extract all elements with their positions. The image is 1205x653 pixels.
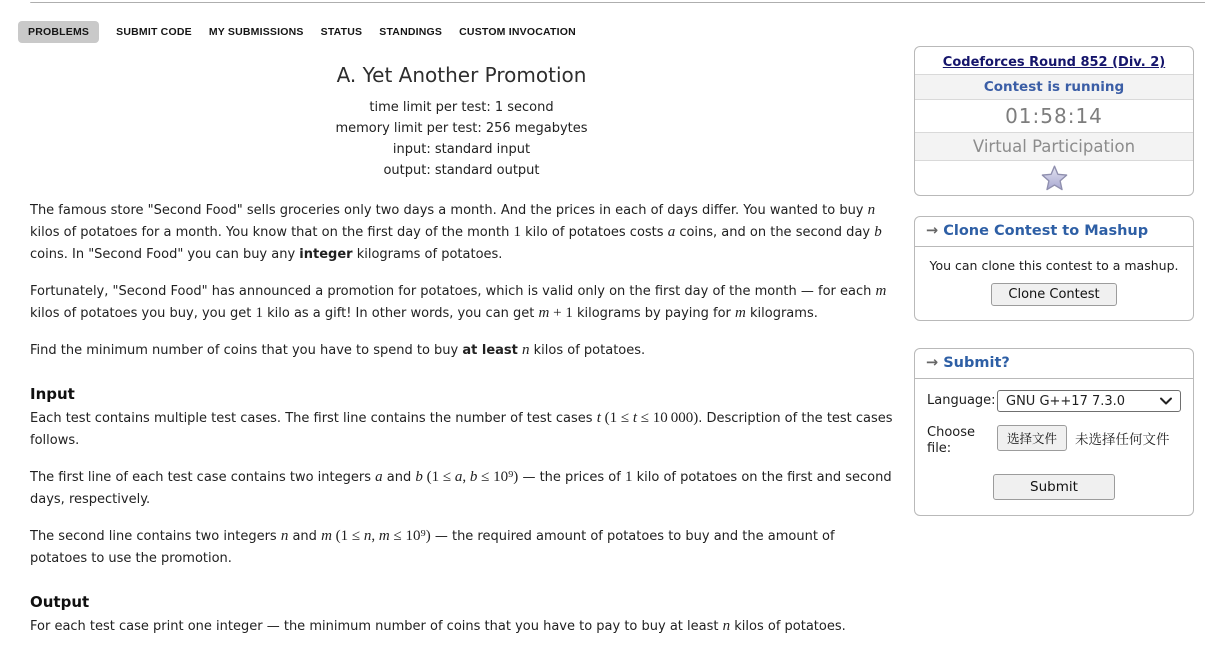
- contest-title-row: [915, 47, 1193, 75]
- contest-link[interactable]: Codeforces Round 852 (Div. 2): [942, 55, 1166, 70]
- problem-statement: [30, 62, 893, 653]
- statement-paragraph-2: Fortunately, "Second Food" has announced a promotion for potatoes, which is valid only on the first day of the month — for each m kilos of potatoes you buy, you get 1 kilo as a gift! In other words, you can get m + 1 kilograms by paying for m kilograms.: [30, 283, 887, 321]
- submit-button[interactable]: Submit: [993, 474, 1115, 500]
- language-value: GNU G++17 7.3.0: [1006, 393, 1126, 409]
- input-spec: input: standard input: [392, 142, 531, 157]
- chevron-down-icon: [1160, 397, 1172, 405]
- submit-box-caption: [915, 349, 1193, 379]
- problem-title: A. Yet Another Promotion: [336, 63, 587, 87]
- star-icon: [1041, 165, 1068, 191]
- output-spec: output: standard output: [383, 163, 540, 178]
- output-paragraph-1: For each test case print one integer — the minimum number of coins that you have to pay to buy at least n kilos of potatoes.: [30, 618, 846, 634]
- choose-file-button[interactable]: 选择文件: [997, 425, 1067, 451]
- participation-mode: Virtual Participation: [915, 133, 1193, 161]
- input-paragraph-1: Each test contains multiple test cases. The first line contains the number of test cases t (1 ≤ t ≤ 10 000). Description of the test cases follows.: [30, 410, 893, 448]
- tab-custom-invocation[interactable]: CUSTOM INVOCATION: [459, 26, 576, 38]
- clone-box-title: Clone Contest to Mashup: [943, 223, 1149, 239]
- time-limit: time limit per test: 1 second: [369, 100, 554, 115]
- page-top-divider: [30, 2, 1205, 3]
- clone-contest-box: [914, 216, 1194, 321]
- tab-submit-code[interactable]: SUBMIT CODE: [116, 26, 192, 38]
- arrow-right-icon: →: [926, 355, 939, 371]
- star-row: [915, 161, 1193, 195]
- clone-description: You can clone this contest to a mashup.: [929, 258, 1179, 273]
- memory-limit: memory limit per test: 256 megabytes: [335, 121, 588, 136]
- statement-paragraph-3: Find the minimum number of coins that you have to spend to buy at least n kilos of potatoes.: [30, 342, 646, 358]
- sidebar: [914, 46, 1194, 516]
- contest-info-box: [914, 46, 1194, 196]
- clone-contest-button[interactable]: Clone Contest: [991, 283, 1116, 306]
- contest-nav-tabs: [18, 21, 576, 43]
- contest-status: Contest is running: [915, 75, 1193, 100]
- input-paragraph-3: The second line contains two integers n and m (1 ≤ n, m ≤ 10⁹) — the required amount of potatoes to buy and the amount of potatoes to use the promotion.: [30, 528, 835, 566]
- tab-status[interactable]: STATUS: [320, 26, 363, 38]
- tab-my-submissions[interactable]: MY SUBMISSIONS: [208, 26, 304, 38]
- clone-box-caption: [915, 217, 1193, 247]
- language-label: Language:: [927, 393, 996, 408]
- tab-problems[interactable]: PROBLEMS: [18, 21, 99, 43]
- input-section-heading: Input: [30, 385, 75, 403]
- submit-box: [914, 348, 1194, 516]
- submit-box-title: Submit?: [943, 355, 1010, 371]
- language-select[interactable]: [997, 390, 1181, 412]
- arrow-right-icon: →: [926, 223, 939, 239]
- statement-paragraph-1: The famous store "Second Food" sells groceries only two days a month. And the prices in each of days differ. You wanted to buy n kilos of potatoes for a month. You know that on the first day of the month 1 kilo of potatoes costs a coins, and on the second day b coins. In "Second Food" you can buy any integer kilograms of potatoes.: [30, 202, 882, 262]
- output-section-heading: Output: [30, 593, 90, 611]
- file-status-text: 未选择任何文件: [1075, 432, 1170, 448]
- input-paragraph-2: The first line of each test case contains two integers a and b (1 ≤ a, b ≤ 10⁹) — the prices of 1 kilo of potatoes on the first and second days, respectively.: [30, 469, 892, 507]
- choose-file-label: Choose file:: [927, 425, 975, 456]
- tab-standings[interactable]: STANDINGS: [379, 26, 443, 38]
- contest-timer: 01:58:14: [915, 100, 1193, 133]
- problem-limits: [30, 97, 893, 181]
